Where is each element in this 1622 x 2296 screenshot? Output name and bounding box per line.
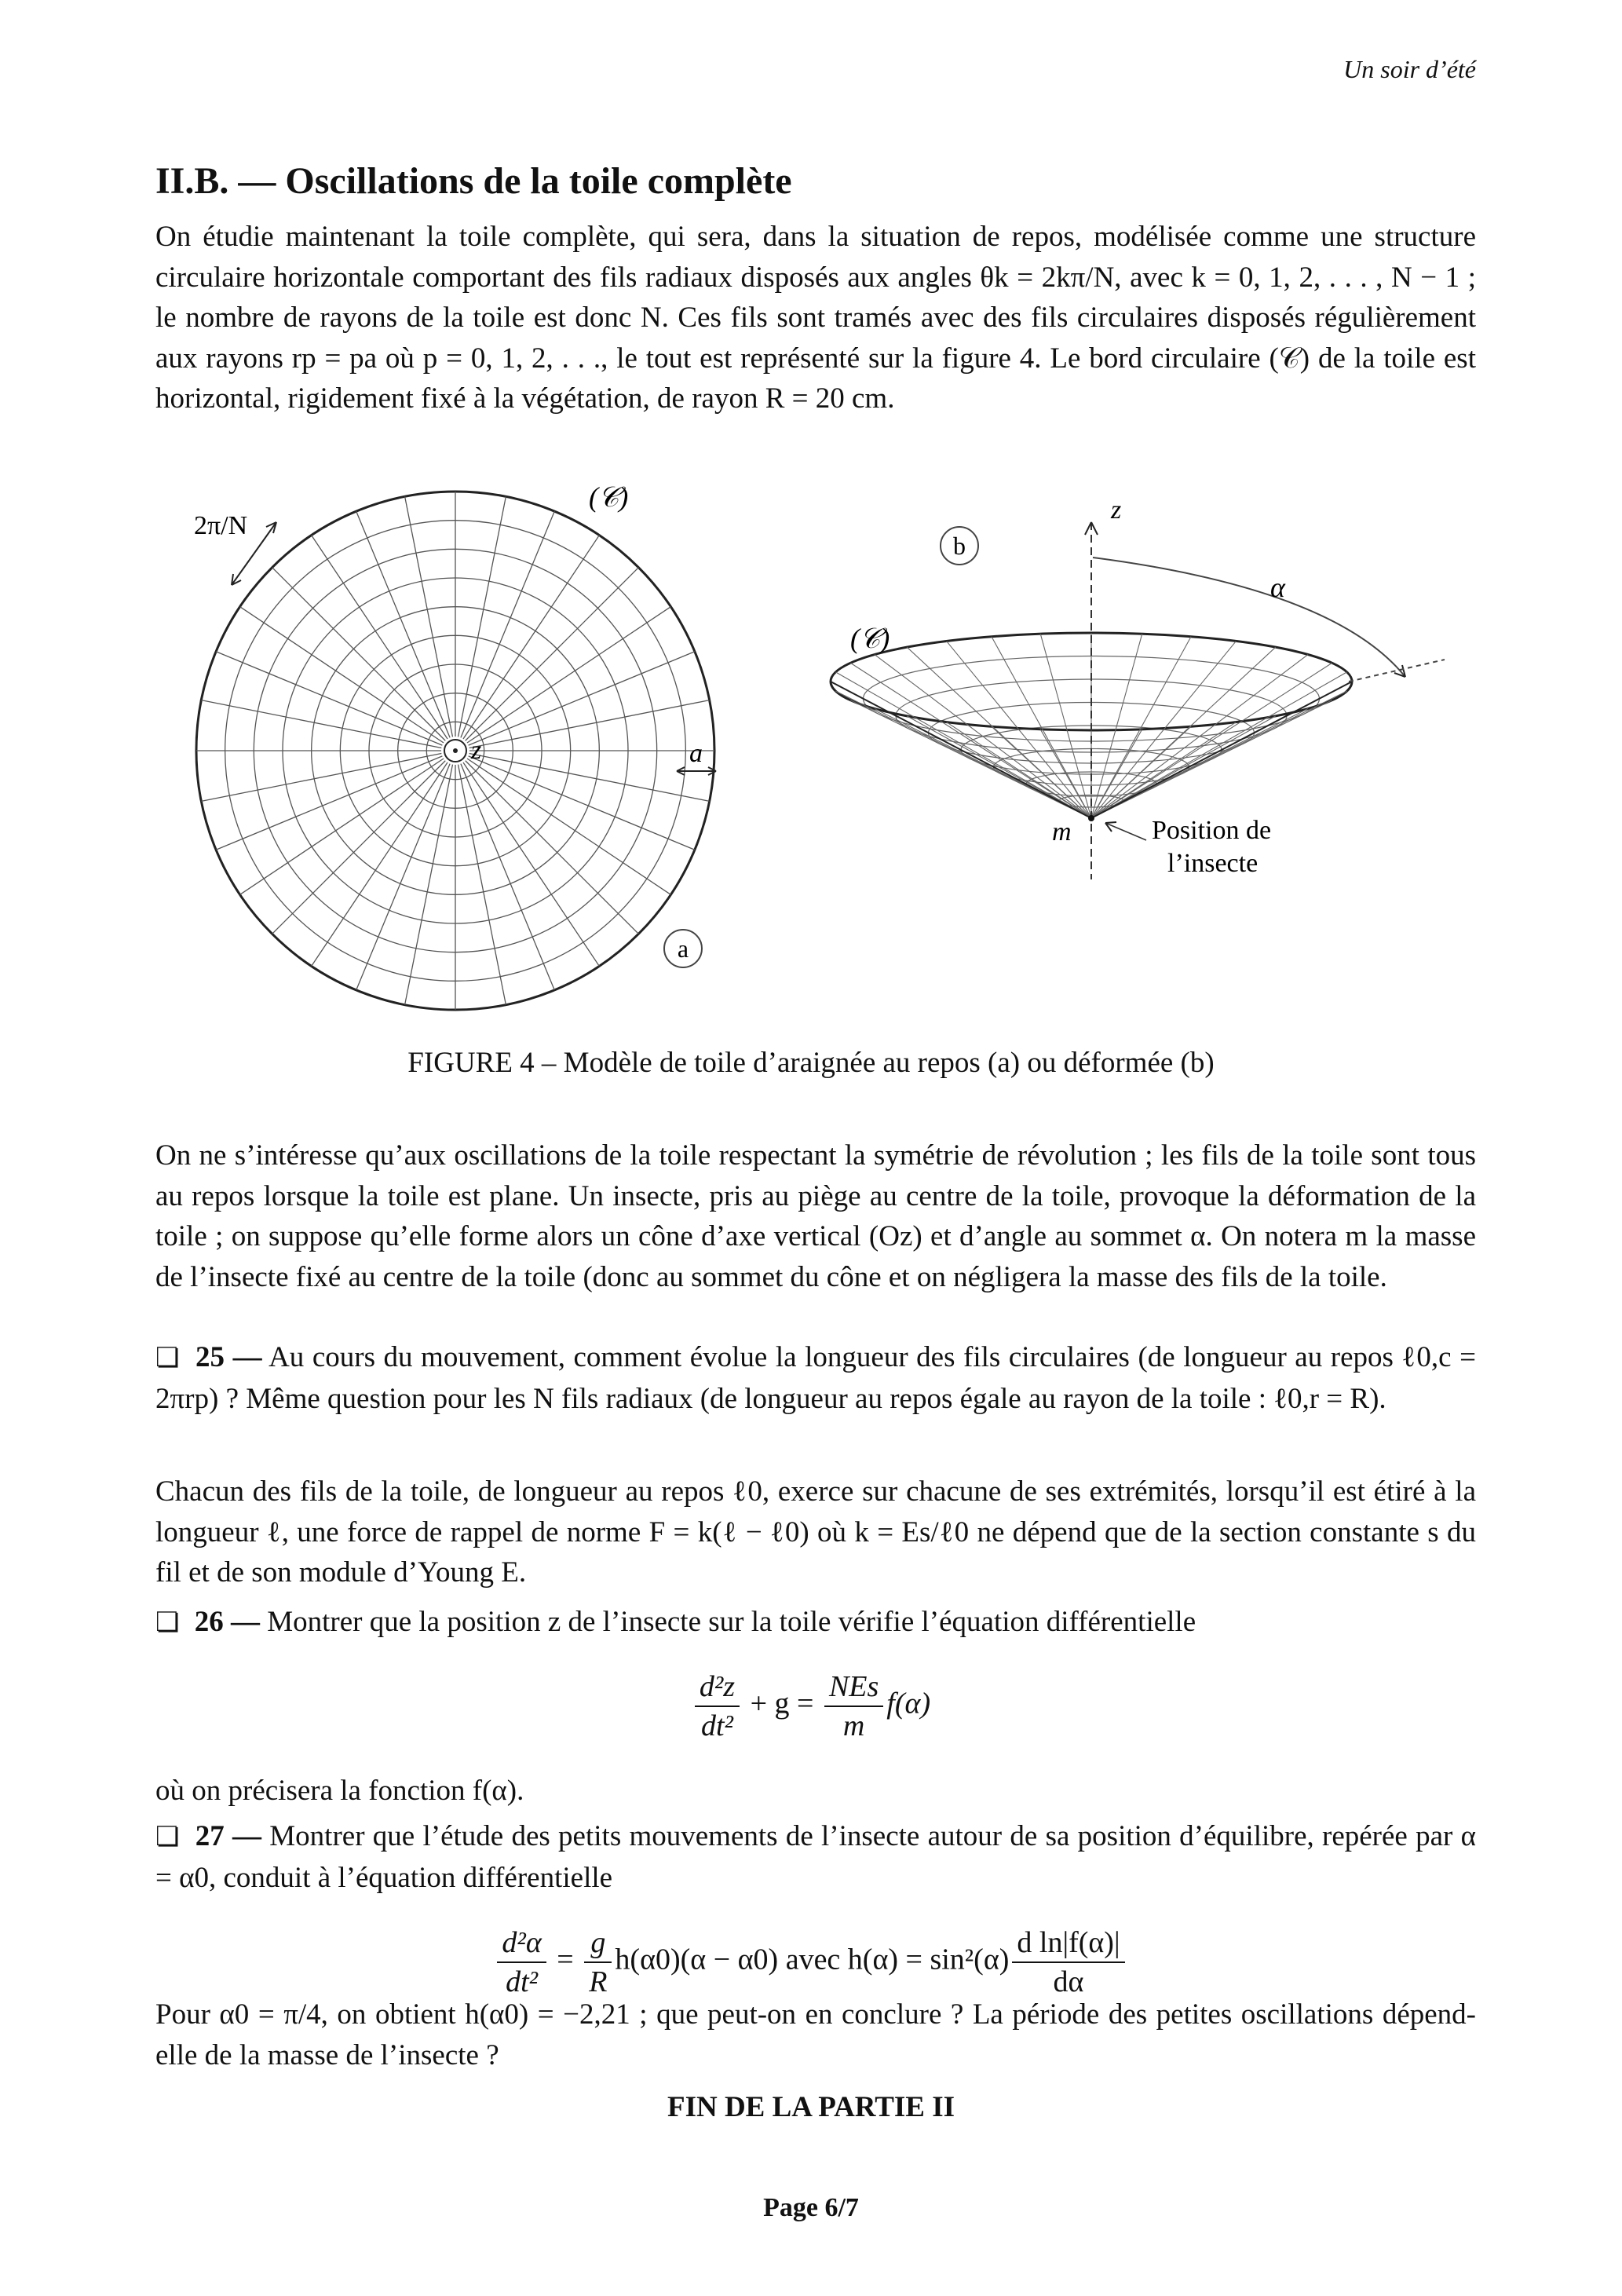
intro-paragraph: On étudie maintenant la toile complète, qui sera, dans la situation de repos, modélisée comme une structure circulaire horizontale comportant des fils radiaux disposés aux angles θk = 2kπ/N, avec k = 0, 1, 2, . . . , N − 1 ; le nombre de rayons de la toile est donc N. Ces fils sont tramés avec des fils circulaires disposés régulièrement aux rayons rp = pa où p = 0, 1, 2, . . ., le tout est représenté sur la figure 4. Le bord circulaire (𝒞) de la toile est horizontal, rigidement fixé à la végétation, de rayon R = 20 cm. xyxy=(155,221,1476,415)
eq27-g-num: g xyxy=(584,1925,612,1963)
eq27-lhs-num: d²α xyxy=(497,1925,546,1963)
question-27 xyxy=(155,1816,1476,1898)
z-label-b: z xyxy=(1111,495,1122,525)
z-label-a: z xyxy=(471,736,482,765)
contour-label-b: (𝒞) xyxy=(850,623,890,654)
eq26-rhs-num: NEs xyxy=(824,1669,883,1707)
question-26-followup: où on précisera la fonction f(α). xyxy=(155,1775,524,1807)
question-27-followup: Pour α0 = π/4, on obtient h(α0) = −2,21 ; que peut-on en conclure ? La période des petites oscillations dépend-elle de la masse de l’insecte ? xyxy=(155,1998,1476,2071)
insect-position-line1: Position de xyxy=(1152,816,1272,845)
checkbox-icon: ❏ xyxy=(155,1344,180,1373)
contour-label-a: (𝒞) xyxy=(589,481,629,513)
eq26-tail: f(α) xyxy=(886,1687,931,1720)
eq26-mid: + g = xyxy=(750,1687,814,1720)
question-text: Au cours du mouvement, comment évolue la longueur des fils circulaires (de longueur au repos ℓ0,c = 2πrp) ? Même question pour les N fils radiaux (de longueur au repos égale au rayon de la toile : ℓ0,r = R). xyxy=(155,1341,1477,1415)
badge-b-label: b xyxy=(953,532,966,560)
part-end: FIN DE LA PARTIE II xyxy=(667,2091,955,2123)
section-title: II.B. — Oscillations de la toile complète xyxy=(155,160,792,202)
angle-label: 2π/N xyxy=(194,511,248,540)
page-number: Page 6/7 xyxy=(763,2193,859,2222)
eq27-equals: = xyxy=(557,1943,574,1976)
spacing-label: a xyxy=(689,739,703,768)
question-number: 26 — xyxy=(194,1606,260,1638)
eq26-lhs-num: d²z xyxy=(695,1669,740,1707)
question-number: 27 — xyxy=(195,1820,262,1852)
question-text: Montrer que l’étude des petits mouvements de l’insecte autour de sa position d’équilibre, repérée par α = α0, conduit à l’équation différentielle xyxy=(155,1820,1477,1894)
badge-a-label: a xyxy=(677,934,689,963)
eq27-g-den: R xyxy=(589,1965,608,1998)
insect-position-line2: l’insecte xyxy=(1167,849,1259,878)
figure-4 xyxy=(0,471,1622,1021)
question-number: 25 — xyxy=(195,1341,262,1373)
alpha-arc xyxy=(1093,558,1405,677)
eq27-d-num: d ln|f(α)| xyxy=(1012,1925,1124,1963)
question-text: Montrer que la position z de l’insecte sur la toile vérifie l’équation différentielle xyxy=(267,1606,1196,1638)
equation-27 xyxy=(0,1925,1622,1999)
eq27-lhs-den: dt² xyxy=(506,1965,539,1998)
alpha-label: α xyxy=(1270,572,1285,603)
paragraph-3: Chacun des fils de la toile, de longueur au repos ℓ0, exerce sur chacune de ses extrémités, lorsqu’il est étiré à la longueur ℓ, une force de rappel de norme F = k(ℓ − ℓ0) où k = Es/ℓ0 ne dépend que de la section constante s du fil et de son module d’Young E. xyxy=(155,1475,1476,1589)
eq26-lhs-den: dt² xyxy=(700,1709,733,1742)
question-26 xyxy=(155,1602,1476,1643)
running-header: Un soir d’été xyxy=(1343,55,1476,83)
question-25 xyxy=(155,1337,1476,1419)
paragraph-2: On ne s’intéresse qu’aux oscillations de la toile respectant la symétrie de révolution ; les fils de la toile sont tous au repos lorsque la toile est plane. Un insecte, pris au piège au centre de la toile, provoque la déformation de la toile ; on suppose qu’elle forme alors un cône d’axe vertical (Oz) et d’angle au sommet α. On notera m la masse de l’insecte fixé au centre de la toile (donc au sommet du cône et on négligera la masse des fils de la toile. xyxy=(155,1139,1476,1293)
figure-caption: FIGURE 4 – Modèle de toile d’araignée au repos (a) ou déformée (b) xyxy=(407,1047,1215,1079)
checkbox-icon: ❏ xyxy=(155,1608,180,1637)
mass-label: m xyxy=(1052,817,1072,846)
eq27-d-den: dα xyxy=(1053,1965,1084,1998)
checkbox-icon: ❏ xyxy=(155,1823,180,1852)
eq27-mid: h(α0)(α − α0) avec h(α) = sin²(α) xyxy=(615,1943,1010,1976)
equation-26 xyxy=(0,1669,1622,1743)
eq26-rhs-den: m xyxy=(842,1709,865,1742)
